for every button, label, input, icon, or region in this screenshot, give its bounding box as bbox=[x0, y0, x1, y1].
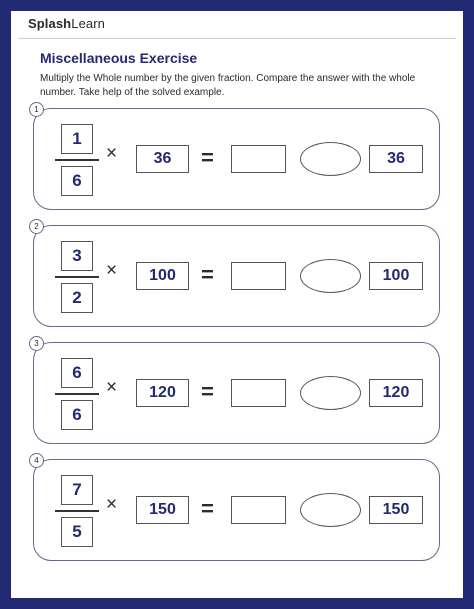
fraction-denominator: 2 bbox=[61, 283, 93, 313]
comparison-oval[interactable] bbox=[300, 376, 361, 410]
equals-sign: = bbox=[201, 145, 214, 170]
problem-number: 3 bbox=[29, 336, 44, 351]
multiply-sign: × bbox=[106, 377, 118, 398]
compare-number: 120 bbox=[369, 379, 423, 407]
comparison-oval[interactable] bbox=[300, 259, 361, 293]
fraction-bar bbox=[55, 510, 99, 512]
whole-number: 150 bbox=[136, 496, 189, 524]
multiply-sign: × bbox=[106, 143, 118, 164]
fraction-denominator: 6 bbox=[61, 400, 93, 430]
comparison-oval[interactable] bbox=[300, 493, 361, 527]
worksheet-instructions: Multiply the Whole number by the given fraction. Compare the answer with the whole number. Take help of the solved example. bbox=[40, 73, 416, 98]
multiply-sign: × bbox=[106, 260, 118, 281]
whole-number: 100 bbox=[136, 262, 189, 290]
answer-box[interactable] bbox=[231, 262, 286, 290]
comparison-oval[interactable] bbox=[300, 142, 361, 176]
equals-sign: = bbox=[201, 496, 214, 521]
fraction-bar bbox=[55, 159, 99, 161]
multiply-sign: × bbox=[106, 494, 118, 515]
compare-number: 100 bbox=[369, 262, 423, 290]
problem-number: 4 bbox=[29, 453, 44, 468]
equals-sign: = bbox=[201, 262, 214, 287]
logo-splash: Splash bbox=[28, 16, 72, 31]
logo-learn: Learn bbox=[71, 16, 105, 31]
fraction-numerator: 7 bbox=[61, 475, 93, 505]
fraction-bar bbox=[55, 393, 99, 395]
problem-number: 1 bbox=[29, 102, 44, 117]
problem-card-4 bbox=[33, 456, 440, 561]
compare-number: 150 bbox=[369, 496, 423, 524]
equals-sign: = bbox=[201, 379, 214, 404]
answer-box[interactable] bbox=[231, 496, 286, 524]
problem-card-1 bbox=[33, 105, 440, 210]
problem-card-2 bbox=[33, 222, 440, 327]
compare-number: 36 bbox=[369, 145, 423, 173]
fraction-numerator: 1 bbox=[61, 124, 93, 154]
header-divider bbox=[18, 38, 456, 39]
whole-number: 120 bbox=[136, 379, 189, 407]
problem-card-3 bbox=[33, 339, 440, 444]
fraction-bar bbox=[55, 276, 99, 278]
answer-box[interactable] bbox=[231, 379, 286, 407]
splashlearn-logo bbox=[28, 16, 105, 31]
fraction-denominator: 6 bbox=[61, 166, 93, 196]
whole-number: 36 bbox=[136, 145, 189, 173]
fraction-numerator: 6 bbox=[61, 358, 93, 388]
answer-box[interactable] bbox=[231, 145, 286, 173]
fraction-numerator: 3 bbox=[61, 241, 93, 271]
fraction-denominator: 5 bbox=[61, 517, 93, 547]
worksheet-title: Miscellaneous Exercise bbox=[40, 50, 198, 66]
problem-number: 2 bbox=[29, 219, 44, 234]
